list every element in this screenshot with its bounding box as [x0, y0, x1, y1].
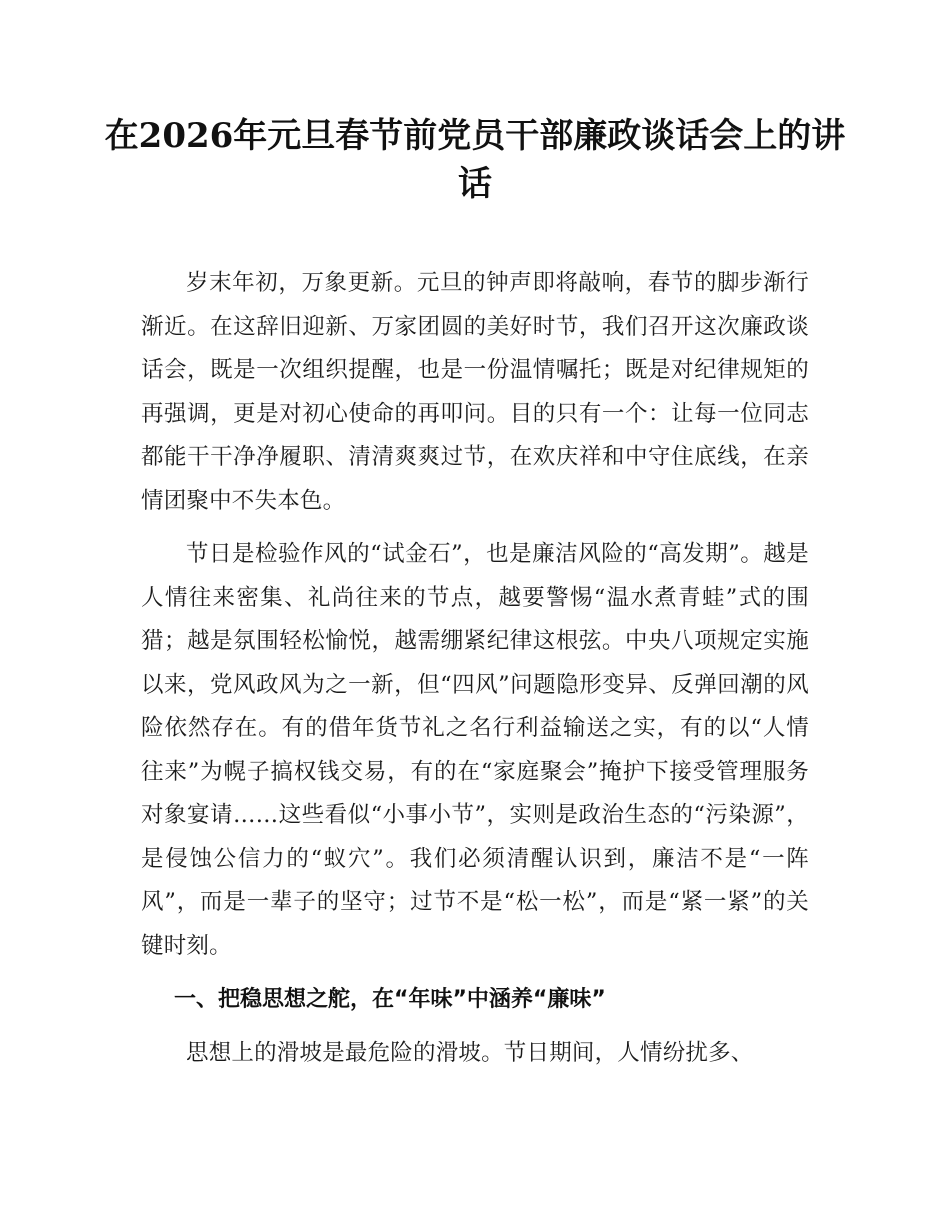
paragraph-intro: 岁末年初，万象更新。元旦的钟声即将敲响，春节的脚步渐行渐近。在这辞旧迎新、万家团圆的美好时节，我们召开这次廉政谈话会，既是一次组织提醒，也是一份温情嘱托；既是对纪律规矩的再强调，更是对初心使命的再叩问。目的只有一个：让每一位同志都能干干净净履职、清清爽爽过节，在欢庆祥和中守住底线，在亲情团聚中不失本色。: [141, 270, 809, 514]
paragraph-section-1: 思想上的滑坡是最危险的滑坡。节日期间，人情纷扰多、: [186, 1039, 754, 1066]
section-heading-1: 一、把稳思想之舵，在“年味”中涵养“廉味”: [174, 987, 606, 1012]
paragraph-festival-risk: 节日是检验作风的“试金石”，也是廉洁风险的“高发期”。越是人情往来密集、礼尚往来的节点，越要警惕“温水煮青蛙”式的围猎；越是氛围轻松愉悦，越需绷紧纪律这根弦。中央八项规定实施以来，党风政风为之一新，但“四风”问题隐形变异、反弹回潮的风险依然存在。有的借年货节礼之名行利益输送之实，有的以“人情往来”为幌子搞权钱交易，有的在“家庭聚会”掩护下接受管理服务对象宴请……这些看似“小事小节”，实则是政治生态的“污染源”，是侵蚀公信力的“蚁穴”。我们必须清醒认识到，廉洁不是“一阵风”，而是一辈子的坚守；过节不是“松一松”，而是“紧一紧”的关键时刻。: [141, 541, 809, 959]
document-title: 在2026年元旦春节前党员干部廉政谈话会上的讲话: [104, 116, 846, 204]
document-body: [141, 262, 809, 1085]
